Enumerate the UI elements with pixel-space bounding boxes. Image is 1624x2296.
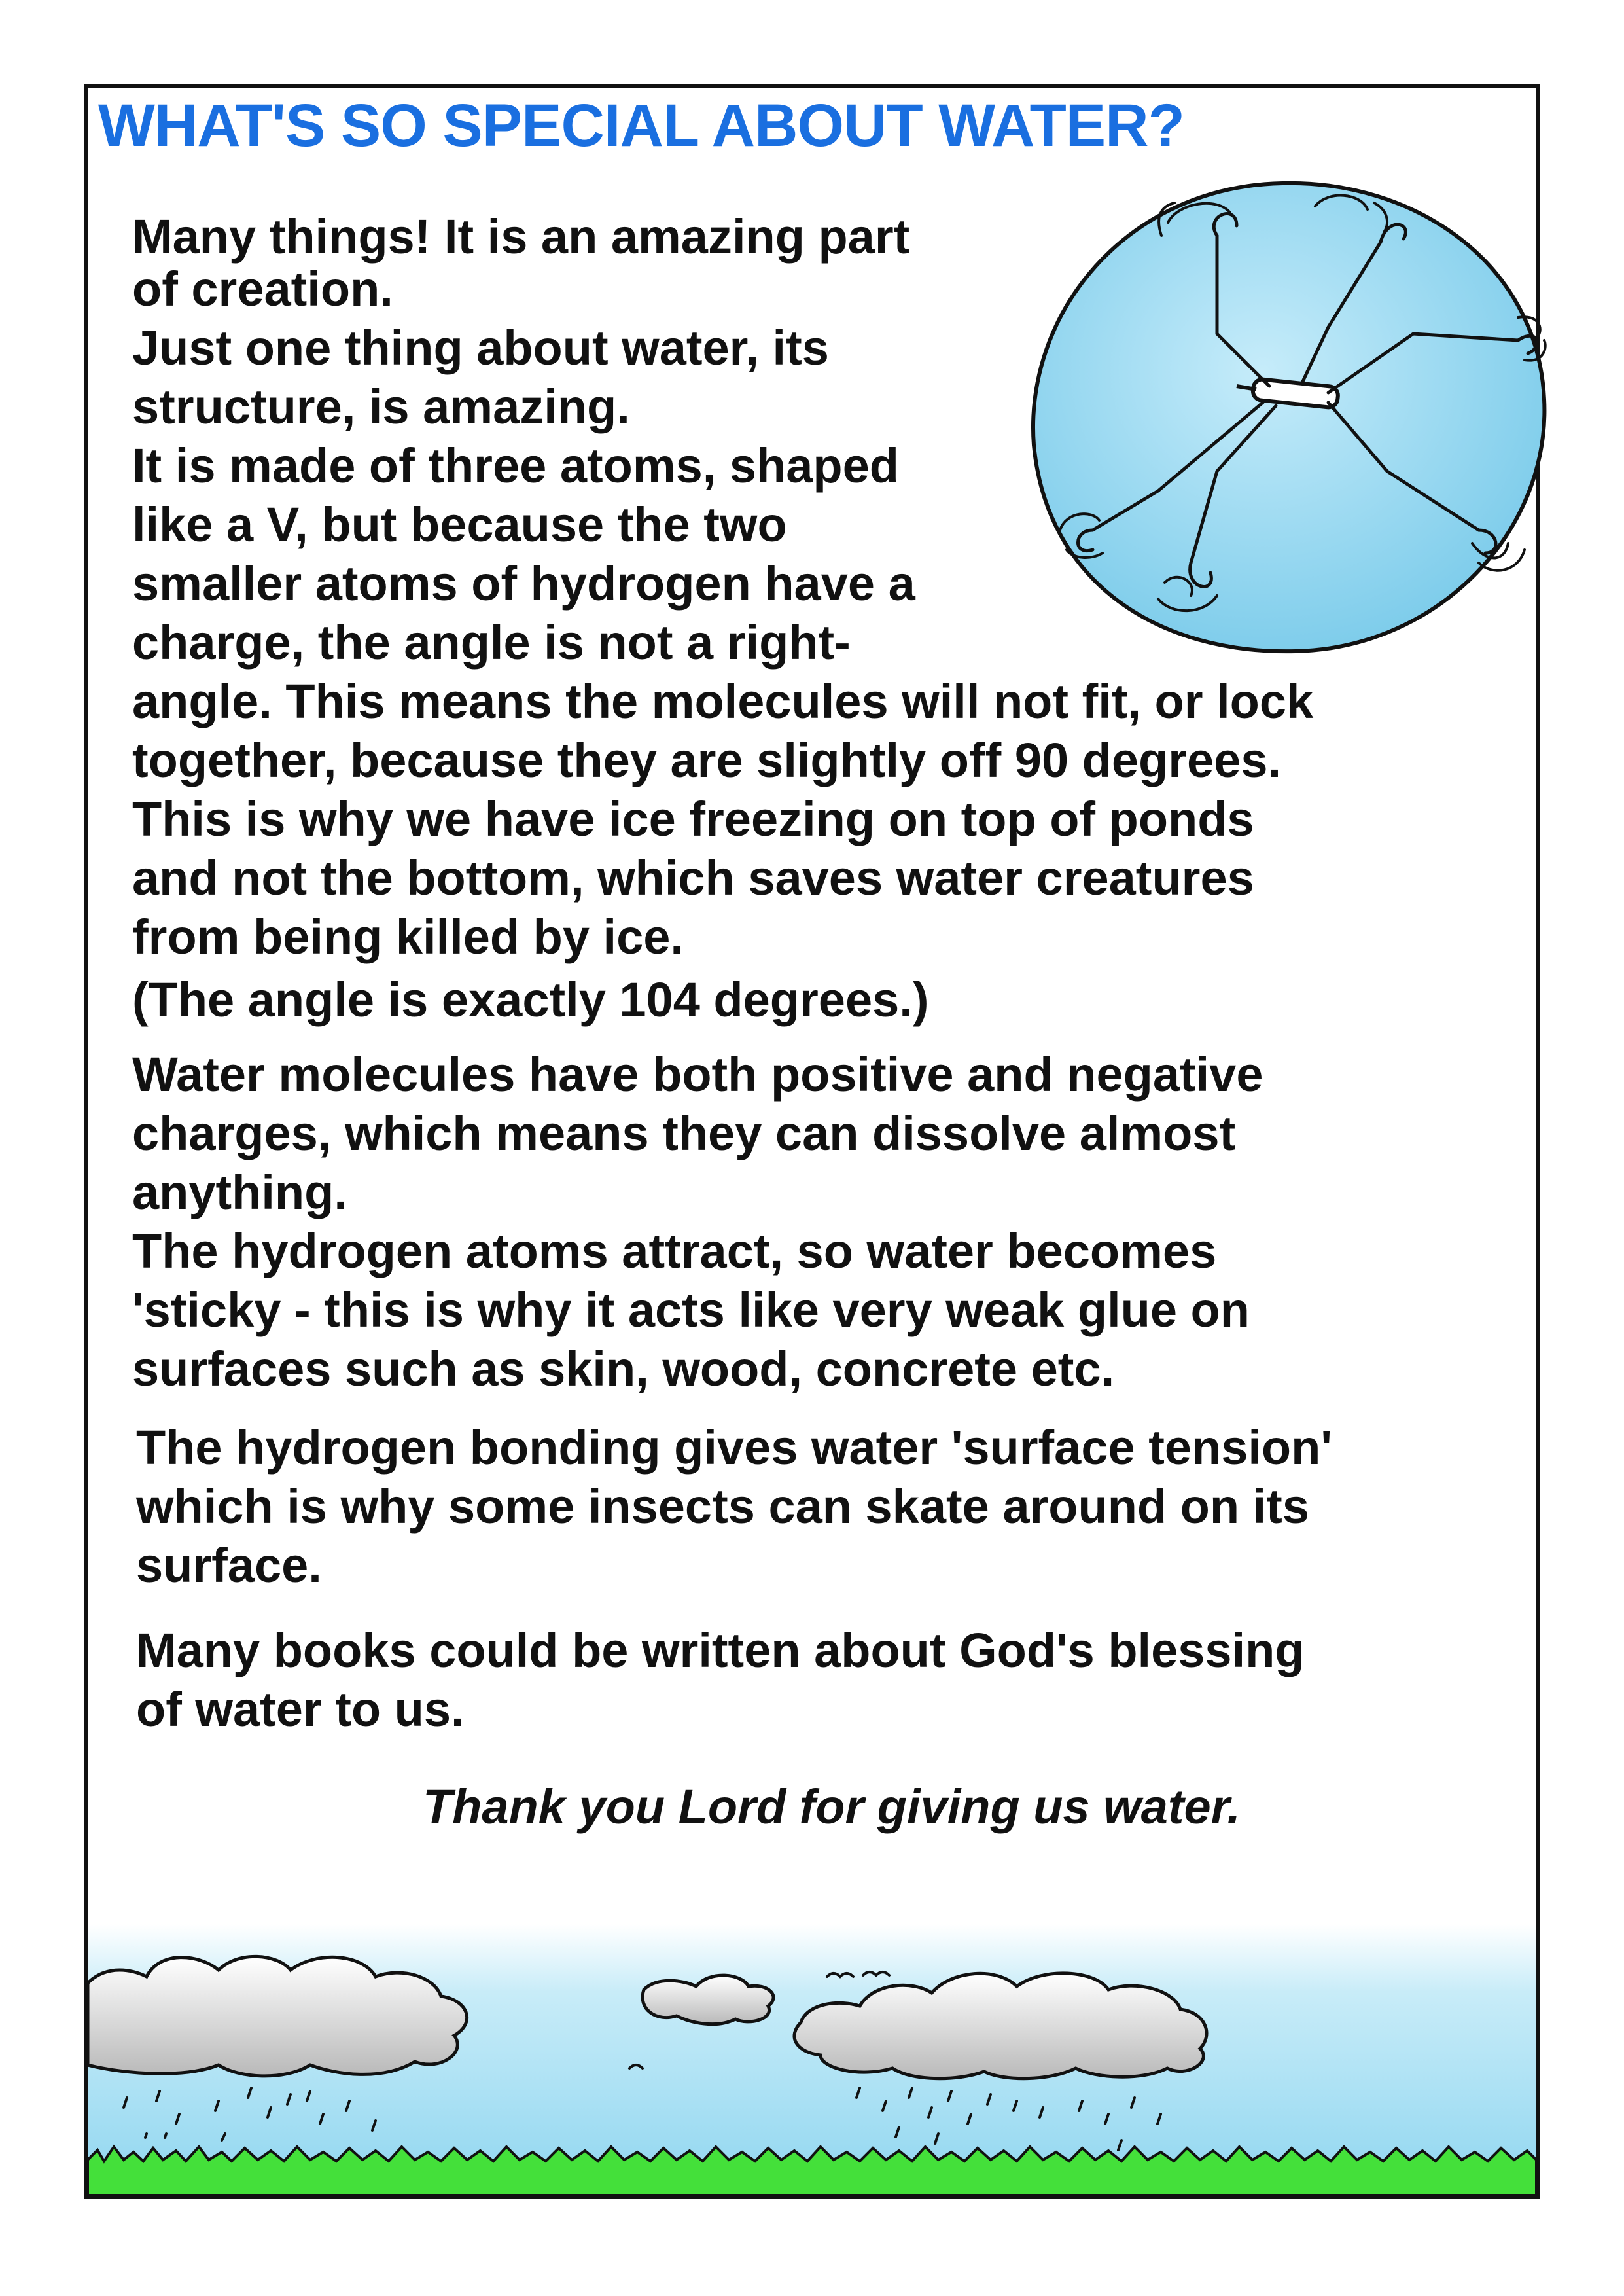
text-line: anything. — [132, 1165, 347, 1219]
text-line: Many things! It is an amazing part — [132, 209, 910, 264]
text-line: of water to us. — [136, 1682, 465, 1736]
text-line: together, because they are slightly off 90 degrees. — [132, 733, 1282, 787]
text-line: (The angle is exactly 104 degrees.) — [132, 973, 929, 1027]
text-line: surface. — [136, 1538, 322, 1592]
text-line: and not the bottom, which saves water creatures — [132, 851, 1254, 905]
text-line: from being killed by ice. — [132, 910, 684, 964]
text-line: angle. This means the molecules will not fit, or lock — [132, 674, 1314, 728]
page-title: WHAT'S SO SPECIAL ABOUT WATER? — [98, 92, 1184, 159]
water-drop-shape — [1033, 183, 1544, 651]
water-strider-illustration — [1021, 164, 1564, 674]
text-line: Just one thing about water, its — [132, 321, 829, 375]
text-line: 'sticky - this is why it acts like very weak glue on — [132, 1283, 1250, 1337]
text-line: It is made of three atoms, shaped — [132, 439, 899, 493]
text-line: which is why some insects can skate around on its — [136, 1479, 1309, 1534]
text-line: charge, the angle is not a right- — [132, 615, 851, 670]
text-line: structure, is amazing. — [132, 380, 630, 434]
text-line: Water molecules have both positive and negative — [132, 1047, 1263, 1102]
text-line: smaller atoms of hydrogen have a — [132, 556, 915, 611]
text-line: This is why we have ice freezing on top of ponds — [132, 792, 1254, 846]
cloud-left — [88, 1956, 467, 2076]
text-line: of creation. — [132, 262, 393, 316]
text-line: like a V, but because the two — [132, 497, 787, 552]
closing-prayer: Thank you Lord for giving us water. — [423, 1780, 1241, 1834]
text-line: The hydrogen bonding gives water 'surface tension' — [136, 1420, 1332, 1475]
sky-illustration — [88, 1924, 1536, 2195]
text-line: charges, which means they can dissolve almost — [132, 1106, 1236, 1160]
text-line: The hydrogen atoms attract, so water becomes — [132, 1224, 1217, 1278]
text-line: surfaces such as skin, wood, concrete etc. — [132, 1342, 1115, 1396]
text-line: Many books could be written about God's blessing — [136, 1623, 1305, 1677]
